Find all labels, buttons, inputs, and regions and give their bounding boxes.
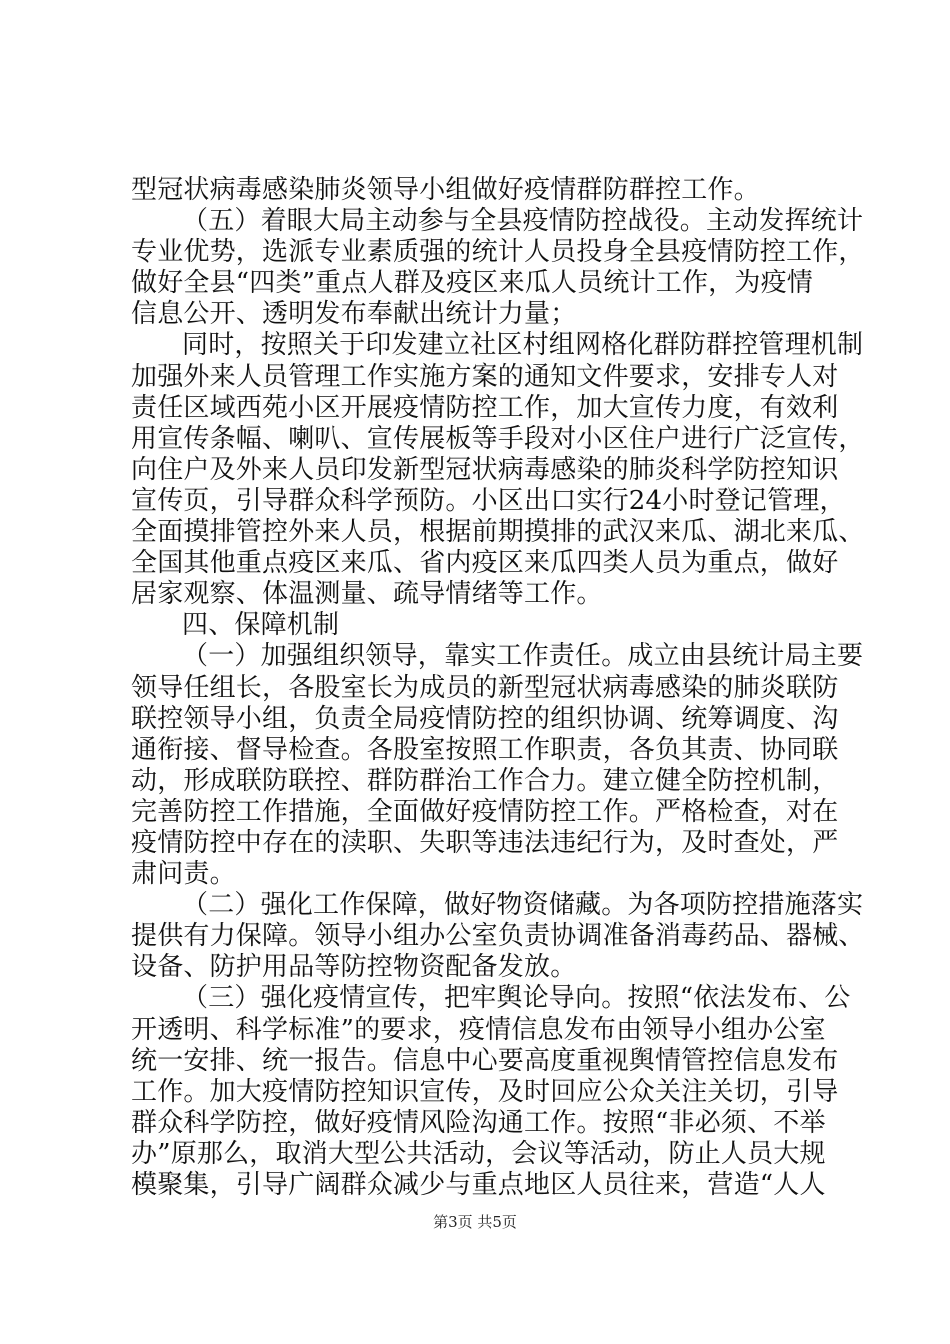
text-line: 提供有力保障。领导小组办公室负责协调准备消毒药品、器械、 — [131, 921, 865, 951]
text-line: 同时，按照关于印发建立社区村组网格化群防群控管理机制 — [182, 330, 864, 360]
text-line: 工作。加大疫情防控知识宣传，及时回应公众关注关切，引导 — [131, 1077, 839, 1107]
text-line: 用宣传条幅、喇叭、宣传展板等手段对小区住户进行广泛宣传， — [131, 424, 865, 454]
text-line: 统一安排、统一报告。信息中心要高度重视舆情管控信息发布 — [131, 1046, 839, 1076]
text-line: 信息公开、透明发布奉献出统计力量； — [131, 299, 577, 329]
section-heading: 四、保障机制 — [182, 610, 340, 640]
text-line: 领导任组长，各股室长为成员的新型冠状病毒感染的肺炎联防 — [131, 673, 839, 703]
text-line: （二）强化工作保障，做好物资储藏。为各项防控措施落实 — [182, 890, 864, 920]
text-line: 动，形成联防联控、群防群治工作合力。建立健全防控机制， — [131, 766, 839, 796]
text-line: （五）着眼大局主动参与全县疫情防控战役。主动发挥统计 — [182, 206, 864, 236]
text-line: 群众科学防控，做好疫情风险沟通工作。按照“非必须、不举 — [131, 1108, 826, 1138]
text-line: 全国其他重点疫区来瓜、省内疫区来瓜四类人员为重点，做好 — [131, 548, 839, 578]
text-line: 宣传页，引导群众科学预防。小区出口实行24小时登记管理， — [131, 486, 846, 516]
text-line: 办”原那么，取消大型公共活动，会议等活动，防止人员大规 — [131, 1139, 826, 1169]
text-line: 开透明、科学标准”的要求，疫情信息发布由领导小组办公室 — [131, 1015, 826, 1045]
text-line: （三）强化疫情宣传，把牢舆论导向。按照“依法发布、公 — [182, 983, 851, 1013]
text-line: 完善防控工作措施，全面做好疫情防控工作。严格检查，对在 — [131, 797, 839, 827]
text-line: 模聚集，引导广阔群众减少与重点地区人员往来，营造“人人 — [131, 1170, 826, 1200]
text-line: 型冠状病毒感染肺炎领导小组做好疫情群防群控工作。 — [131, 175, 760, 205]
text-line: 做好全县“四类”重点人群及疫区来瓜人员统计工作，为疫情 — [131, 268, 813, 298]
text-line: 加强外来人员管理工作实施方案的通知文件要求，安排专人对 — [131, 362, 839, 392]
text-line: 联控领导小组，负责全局疫情防控的组织协调、统筹调度、沟 — [131, 704, 839, 734]
text-line: 居家观察、体温测量、疏导情绪等工作。 — [131, 579, 603, 609]
text-line: 疫情防控中存在的渎职、失职等违法违纪行为，及时查处，严 — [131, 828, 839, 858]
text-line: 肃问责。 — [131, 859, 236, 889]
text-line: 通衔接、督导检查。各股室按照工作职责，各负其责、协同联 — [131, 735, 839, 765]
page-number: 第3页 共5页 — [433, 1213, 517, 1231]
text-line: 专业优势，选派专业素质强的统计人员投身全县疫情防控工作， — [131, 237, 865, 267]
text-line: （一）加强组织领导，靠实工作责任。成立由县统计局主要 — [182, 641, 864, 671]
text-line: 设备、防护用品等防控物资配备发放。 — [131, 952, 577, 982]
text-line: 全面摸排管控外来人员，根据前期摸排的武汉来瓜、湖北来瓜、 — [131, 517, 865, 547]
text-line: 向住户及外来人员印发新型冠状病毒感染的肺炎科学防控知识 — [131, 455, 839, 485]
text-line: 责任区域西苑小区开展疫情防控工作，加大宣传力度，有效利 — [131, 393, 839, 423]
page-footer — [0, 1212, 950, 1232]
